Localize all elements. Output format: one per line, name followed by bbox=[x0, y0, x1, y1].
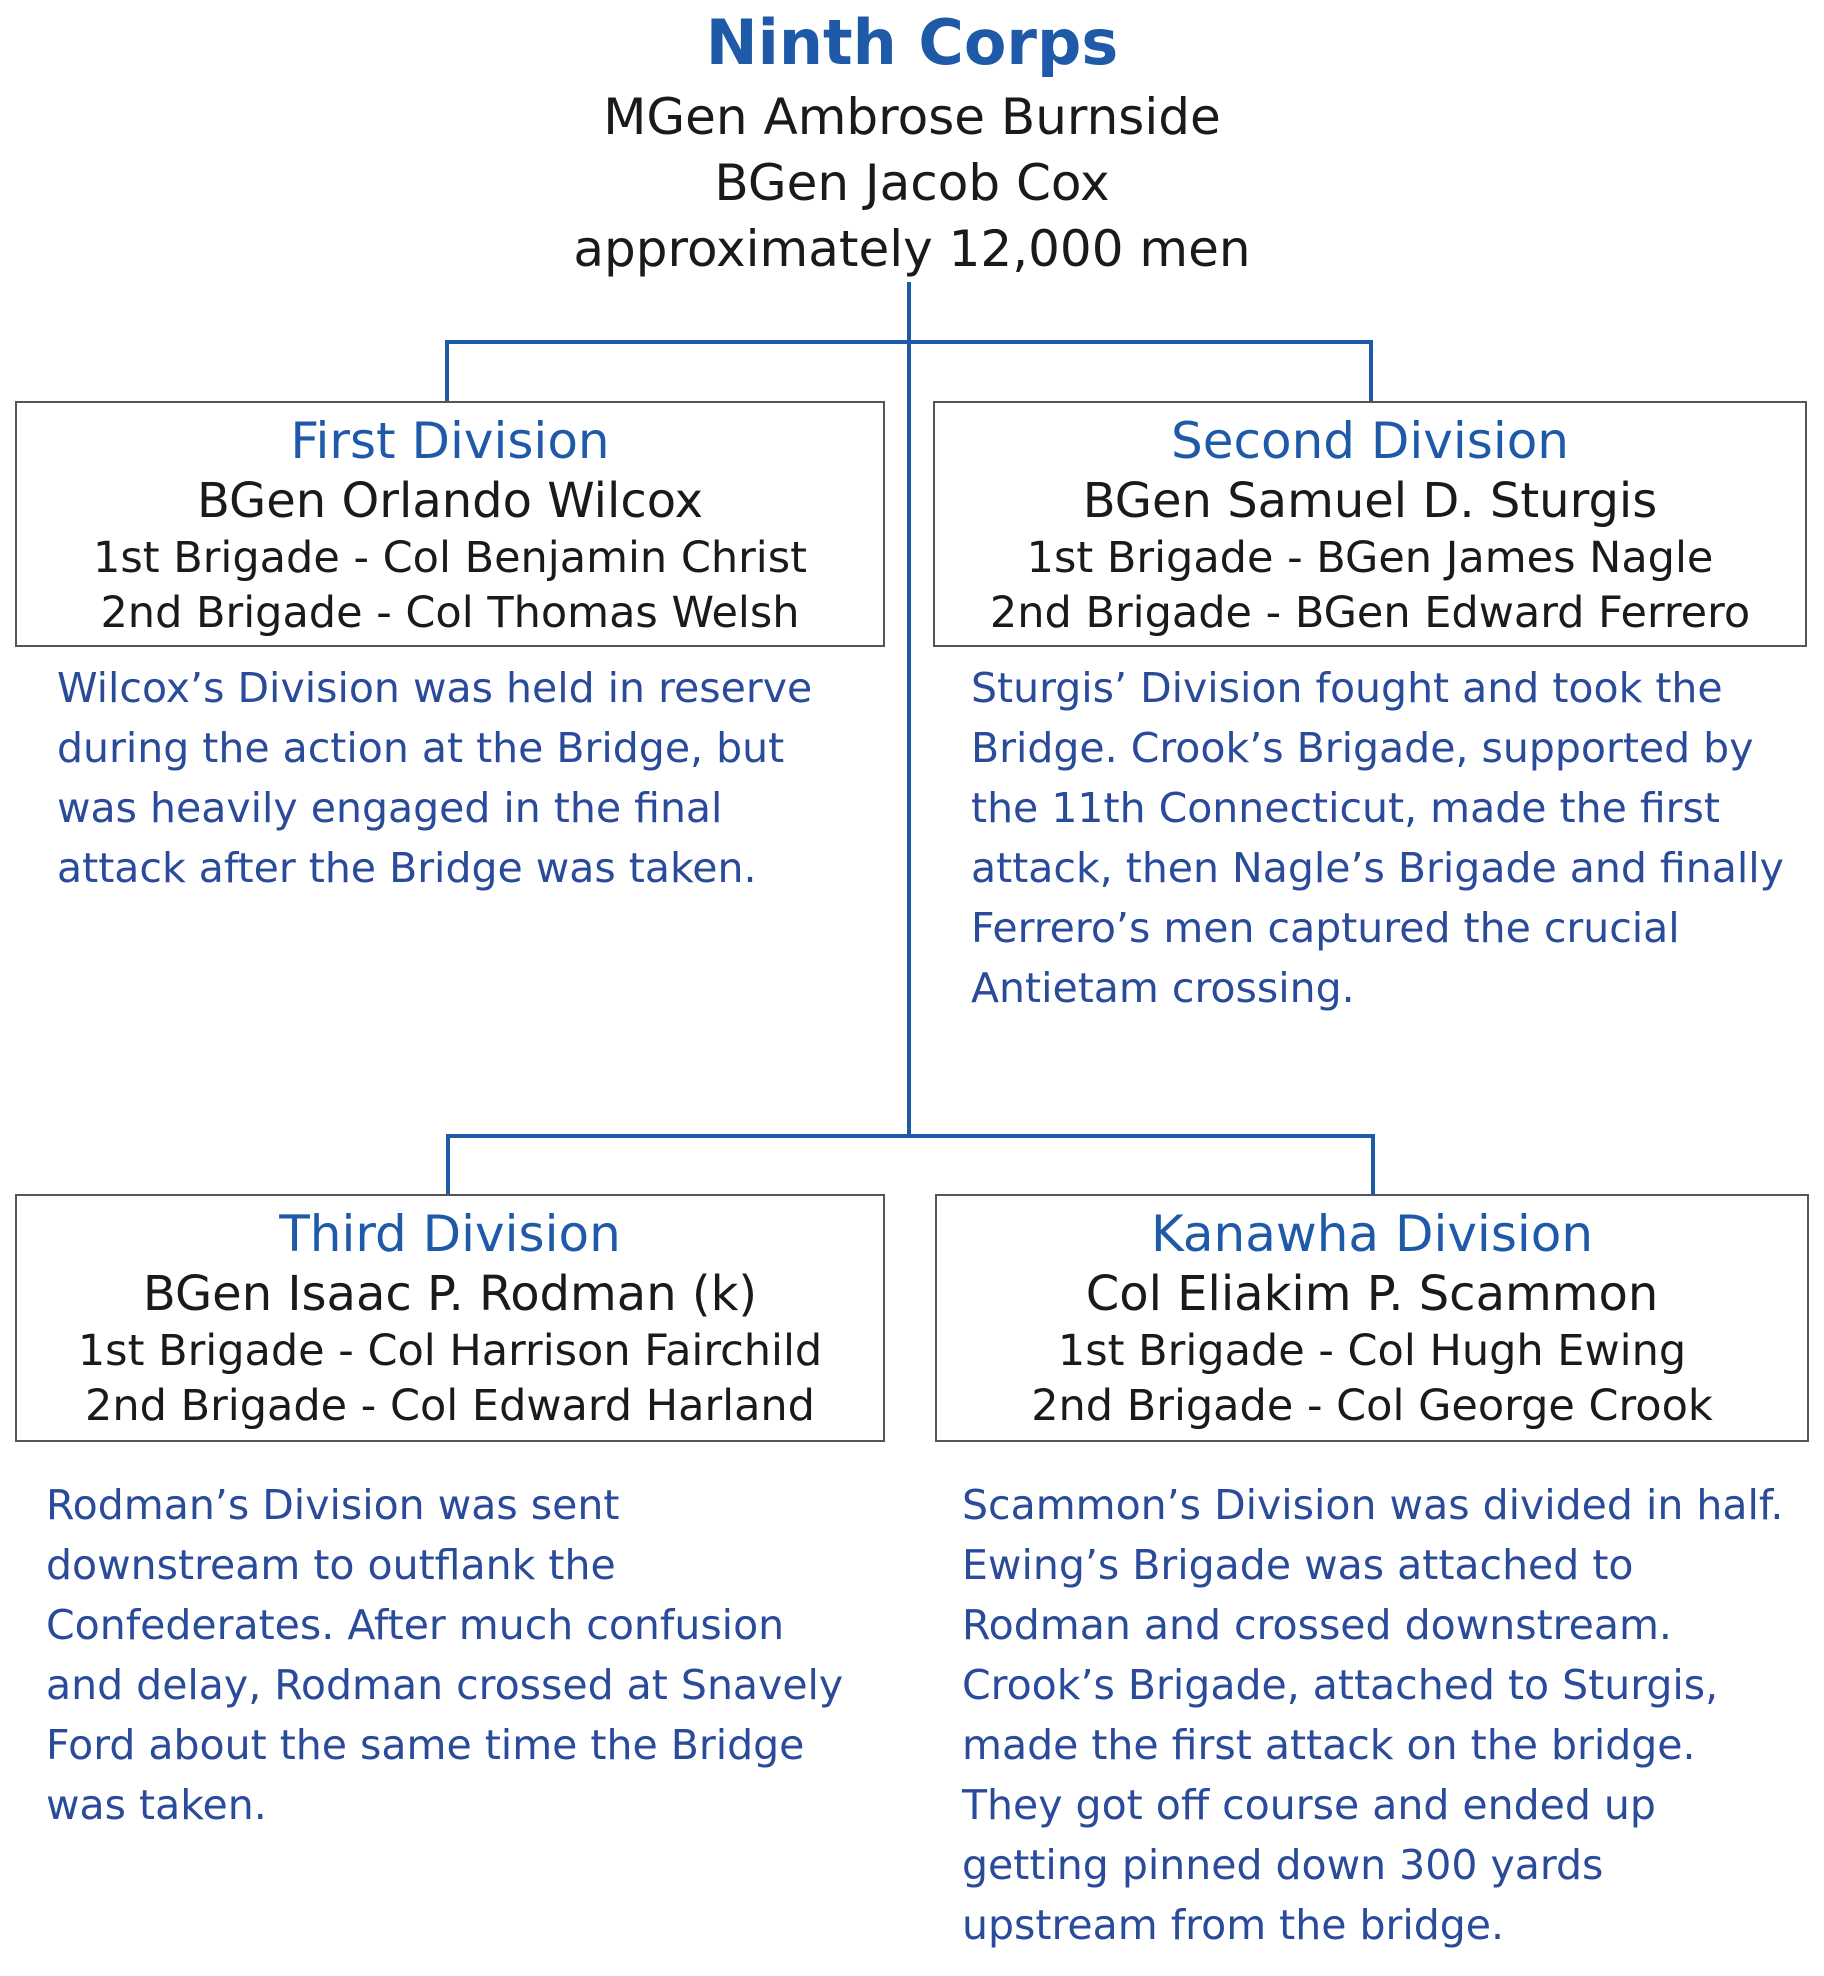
division-commander: BGen Orlando Wilcox bbox=[196, 473, 704, 529]
first-division-note: Wilcox’s Division was held in reserve during the action at the Bridge, but was heavily engaged in the final attack after the Bridge was taken. bbox=[57, 664, 813, 892]
first-brigade: 1st Brigade - Col Hugh Ewing bbox=[1057, 1326, 1687, 1376]
second-brigade: 2nd Brigade - Col Thomas Welsh bbox=[100, 588, 800, 638]
first-brigade: 1st Brigade - BGen James Nagle bbox=[1026, 533, 1714, 583]
second-division-box bbox=[933, 401, 1807, 647]
division-title: First Division bbox=[290, 412, 610, 470]
second-brigade: 2nd Brigade - Col George Crook bbox=[1031, 1381, 1713, 1431]
division-title: Second Division bbox=[1171, 412, 1569, 470]
second-brigade: 2nd Brigade - BGen Edward Ferrero bbox=[989, 588, 1751, 638]
corps-title: Ninth Corps bbox=[705, 6, 1119, 79]
corps-second-commander: BGen Jacob Cox bbox=[714, 154, 1110, 212]
division-commander: BGen Isaac P. Rodman (k) bbox=[142, 1266, 758, 1322]
division-title: Third Division bbox=[279, 1205, 621, 1263]
third-division-note: Rodman’s Division was sent downstream to outflank the Confederates. After much confusion and delay, Rodman crossed at Snavely Ford about the same time the Bridge was taken. bbox=[46, 1481, 844, 1829]
second-division-note: Sturgis’ Division fought and took the Bridge. Crook’s Brigade, supported by the 11th Connecticut, made the first attack, then Nagle’s Brigade and finally Ferrero’s men captured the crucial Antietam crossing. bbox=[971, 664, 1784, 1012]
third-division-box bbox=[15, 1194, 885, 1442]
second-brigade: 2nd Brigade - Col Edward Harland bbox=[85, 1381, 815, 1431]
first-division-box bbox=[15, 401, 885, 647]
corps-strength: approximately 12,000 men bbox=[573, 220, 1251, 278]
first-brigade: 1st Brigade - Col Benjamin Christ bbox=[92, 533, 808, 583]
corps-commander: MGen Ambrose Burnside bbox=[603, 88, 1221, 146]
division-commander: BGen Samuel D. Sturgis bbox=[1082, 473, 1658, 529]
division-commander: Col Eliakim P. Scammon bbox=[1085, 1266, 1659, 1322]
kanawha-division-note: Scammon’s Division was divided in half. Ewing’s Brigade was attached to Rodman and crossed downstream. Crook’s Brigade, attached to Sturgis, made the first attack on the bridge. They got off course and ended up getting pinned down 300 yards upstream from the bridge. bbox=[962, 1481, 1784, 1949]
corps-header bbox=[0, 0, 1824, 282]
kanawha-division-box bbox=[935, 1194, 1809, 1442]
first-brigade: 1st Brigade - Col Harrison Fairchild bbox=[77, 1326, 823, 1376]
division-title: Kanawha Division bbox=[1150, 1205, 1594, 1263]
